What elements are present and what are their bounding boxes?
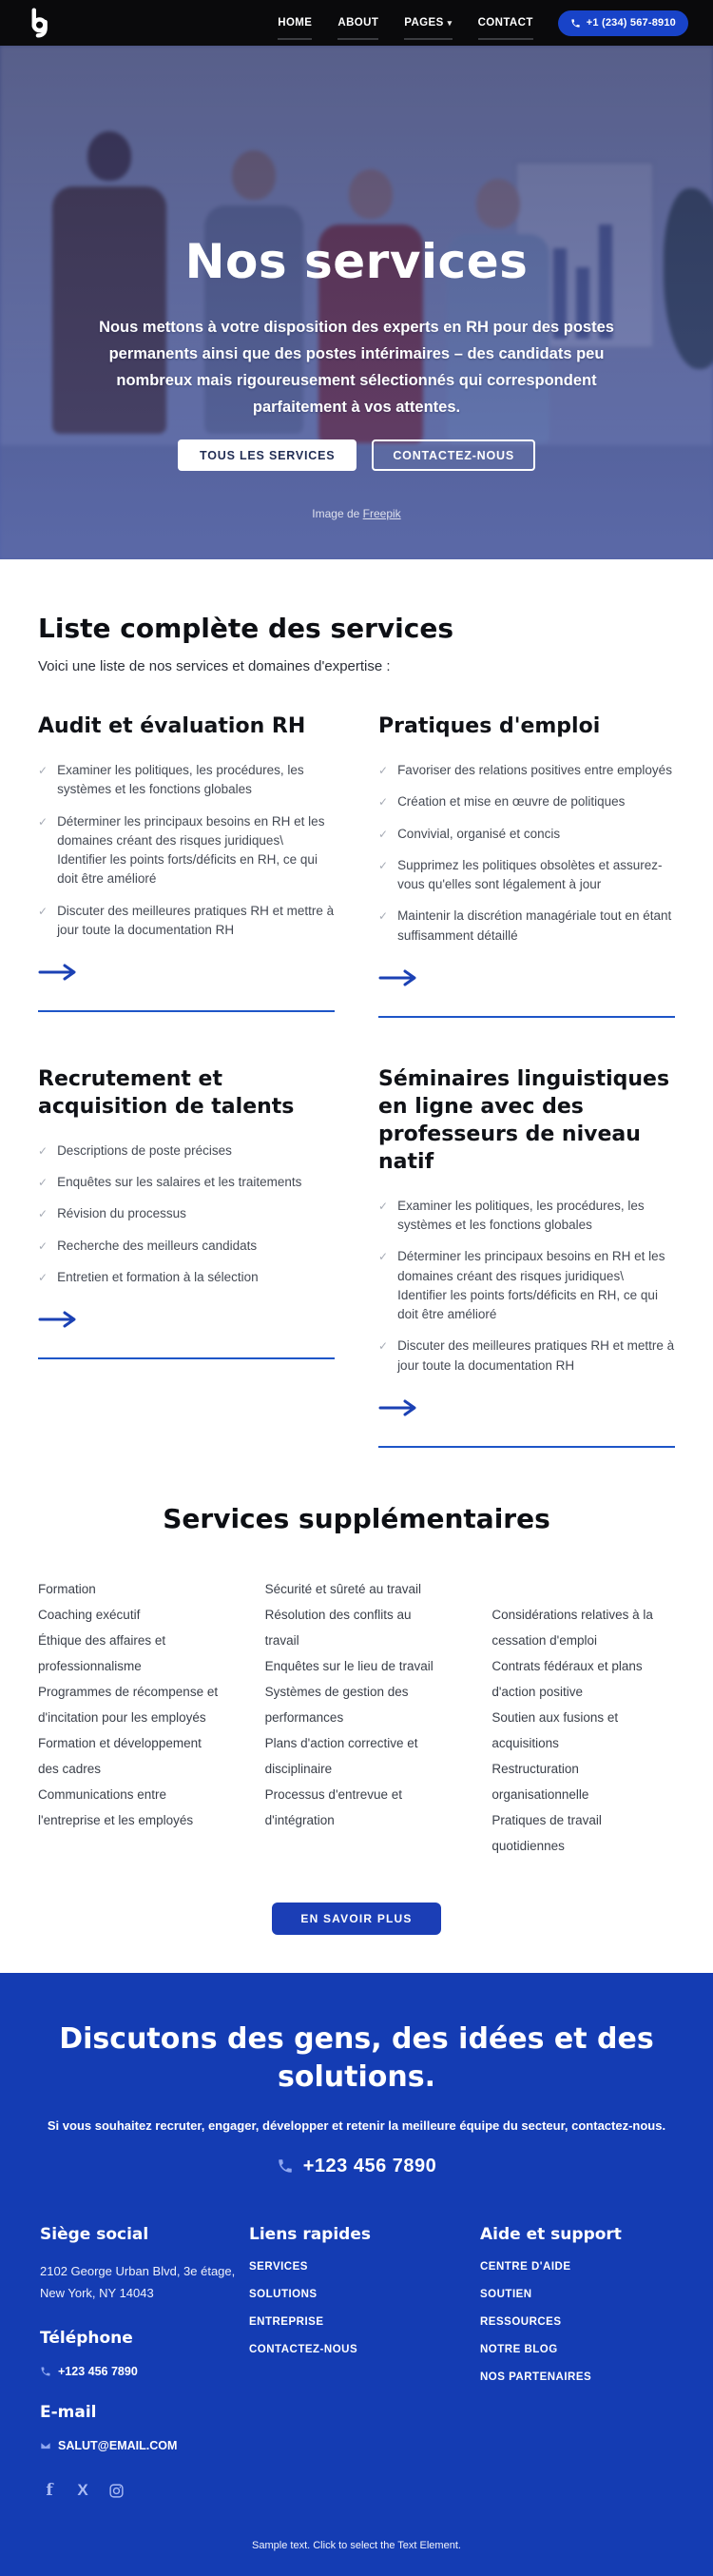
services-list-section: [0, 559, 713, 1448]
list-item: [38, 1268, 335, 1287]
list-item-text: Favoriser des relations positives entre employés: [397, 763, 672, 778]
service-card-title: Audit et évaluation RH: [38, 714, 306, 738]
additional-services-section: [0, 1448, 713, 1973]
additional-item: Formation et développement des cadres: [38, 1735, 202, 1776]
nav-links: [278, 13, 533, 32]
footer-link-ressources[interactable]: RESSOURCES: [480, 2315, 562, 2328]
service-card-seminars: [378, 1065, 675, 1448]
list-item-text: Examiner les politiques, les procédures, les systèmes et les fonctions globales: [397, 1198, 645, 1233]
list-item-text: Convivial, organisé et concis: [397, 826, 561, 841]
phone-title: Téléphone: [40, 2329, 133, 2349]
additional-column-3: [491, 1602, 675, 1859]
additional-item: Considérations relatives à la cessation d'emploi: [491, 1607, 653, 1648]
additional-item: Processus d'entrevue et d'intégration: [264, 1786, 403, 1827]
additional-item: Contrats fédéraux et plans d'action positive: [491, 1658, 643, 1699]
phone-icon: [40, 2366, 51, 2377]
list-item-text: Examiner les politiques, les procédures, les systèmes et les fonctions globales: [57, 763, 304, 797]
check-icon: ✓: [38, 764, 48, 778]
nav-link-home[interactable]: HOME: [278, 13, 312, 32]
additional-item: Pratiques de travail quotidiennes: [491, 1812, 602, 1853]
service-card-title: Pratiques d'emploi: [378, 714, 601, 738]
card-arrow-link[interactable]: [378, 968, 422, 987]
nav-link-contact[interactable]: CONTACT: [478, 13, 533, 32]
phone-icon: [570, 18, 581, 29]
list-item-text: Recherche des meilleurs candidats: [57, 1238, 258, 1253]
footer-link-contactez-nous[interactable]: CONTACTEZ-NOUS: [249, 2343, 358, 2355]
brand-logo[interactable]: [25, 7, 55, 39]
office-address-line2: New York, NY 14043: [40, 2285, 154, 2300]
check-icon: ✓: [378, 1199, 389, 1213]
list-item-text: Entretien et formation à la sélection: [57, 1269, 259, 1284]
check-icon: ✓: [378, 909, 389, 924]
office-address-line1: 2102 George Urban Blvd, 3e étage,: [40, 2263, 236, 2278]
footer-column-quick-links: [249, 2225, 480, 2453]
footer-section: [0, 1973, 713, 2576]
service-card-list: [378, 1197, 675, 1376]
hero-title: Nos services: [184, 234, 529, 289]
check-icon: ✓: [378, 1250, 389, 1264]
service-card-audit: [38, 712, 335, 1012]
service-card-title: Recrutement et acquisition de talents: [38, 1066, 295, 1119]
check-icon: ✓: [38, 904, 48, 918]
footer-link-centre-daide[interactable]: CENTRE D'AIDE: [480, 2260, 571, 2273]
additional-column-2: [265, 1576, 449, 1859]
additional-item: Résolution des conflits au travail: [264, 1607, 412, 1648]
additional-item: Restructuration organisationnelle: [491, 1761, 589, 1802]
services-list-title: Liste complète des services: [38, 613, 454, 644]
list-item: [378, 792, 675, 811]
card-arrow-link[interactable]: [38, 963, 82, 982]
list-item: [38, 1142, 335, 1161]
service-card-employment: [378, 712, 675, 1018]
list-item: [38, 1237, 335, 1256]
list-item-text: Discuter des meilleures pratiques RH et mettre à jour toute la documentation RH: [397, 1338, 675, 1373]
list-item: [378, 1197, 675, 1236]
check-icon: ✓: [378, 764, 389, 778]
footer-link-nos-partenaires[interactable]: NOS PARTENAIRES: [480, 2371, 592, 2383]
list-item-text: Supprimez les politiques obsolètes et assurez-vous qu'elles sont légalement à jour: [397, 857, 663, 892]
footer-link-solutions[interactable]: SOLUTIONS: [249, 2288, 318, 2300]
additional-services-title: Services supplémentaires: [163, 1502, 550, 1534]
check-icon: ✓: [38, 1207, 48, 1221]
list-item-text: Discuter des meilleures pratiques RH et mettre à jour toute la documentation RH: [57, 903, 335, 937]
learn-more-row: [38, 1903, 675, 1973]
list-item: [38, 1204, 335, 1223]
hero-buttons: [0, 439, 713, 471]
service-card-title: Séminaires linguistiques en ligne avec des professeurs de niveau natif: [378, 1066, 670, 1174]
list-item-text: Révision du processus: [57, 1206, 186, 1221]
additional-item: Coaching exécutif: [38, 1607, 141, 1622]
additional-column-1: [38, 1576, 222, 1859]
cta-subtitle: Si vous souhaitez recruter, engager, développer et retenir la meilleure équipe du secteur, contactez-nous.: [47, 2117, 666, 2133]
additional-item: Sécurité et sûreté au travail: [264, 1581, 421, 1596]
check-icon: ✓: [378, 1339, 389, 1354]
arrow-right-icon: [38, 1310, 82, 1329]
cta-phone-row: [0, 2156, 713, 2177]
envelope-icon: [40, 2440, 51, 2451]
footer-email-row: [40, 2439, 249, 2452]
check-icon: ✓: [38, 1270, 48, 1284]
check-icon: ✓: [378, 858, 389, 872]
check-icon: ✓: [378, 827, 389, 841]
arrow-right-icon: [38, 963, 82, 982]
nav-link-pages-label: PAGES: [404, 17, 444, 29]
nav-link-pages[interactable]: [404, 13, 452, 32]
image-credit: [0, 507, 713, 520]
check-icon: ✓: [38, 1239, 48, 1253]
service-card-list: [38, 1142, 335, 1287]
cta-phone-number[interactable]: +123 456 7890: [302, 2155, 437, 2176]
chevron-down-icon: ▾: [447, 17, 453, 28]
additional-item: Enquêtes sur le lieu de travail: [264, 1658, 434, 1673]
phone-icon: [277, 2157, 294, 2175]
support-title: Aide et support: [480, 2224, 622, 2244]
service-card-list: [378, 761, 675, 946]
additional-item: Communications entre l'entreprise et les employés: [38, 1786, 194, 1827]
hero-content: [0, 46, 713, 520]
facebook-icon[interactable]: f: [46, 2481, 53, 2501]
sample-text-element[interactable]: Sample text. Click to select the Text Element.: [252, 2540, 461, 2552]
footer-link-services[interactable]: SERVICES: [249, 2260, 308, 2273]
footer-column-support: [480, 2225, 673, 2453]
footer-phone-row: [40, 2365, 249, 2378]
additional-item: Soutien aux fusions et acquisitions: [491, 1709, 619, 1750]
check-icon: ✓: [38, 814, 48, 829]
check-icon: ✓: [378, 795, 389, 810]
additional-item: Programmes de récompense et d'incitation pour les employés: [38, 1684, 219, 1725]
list-item-text: Enquêtes sur les salaires et les traitements: [57, 1175, 302, 1190]
list-item: [38, 761, 335, 800]
list-item-text: Création et mise en œuvre de politiques: [397, 794, 626, 810]
nav-phone-number: +1 (234) 567-8910: [586, 17, 676, 29]
email-title: E-mail: [40, 2403, 97, 2423]
image-credit-prefix: Image de: [312, 507, 363, 521]
service-card-recruitment: [38, 1065, 335, 1359]
navbar: [0, 0, 713, 46]
learn-more-button[interactable]: EN SAVOIR PLUS: [272, 1903, 440, 1935]
service-card-list: [38, 761, 335, 940]
hero-section: [0, 46, 713, 559]
list-item: [38, 902, 335, 941]
nav-phone-button[interactable]: [558, 10, 688, 36]
quick-links-title: Liens rapides: [249, 2224, 371, 2244]
footer-link-notre-blog[interactable]: NOTRE BLOG: [480, 2343, 558, 2355]
additional-services-grid: [38, 1576, 675, 1859]
office-title: Siège social: [40, 2224, 149, 2244]
office-address: [40, 2261, 249, 2305]
footer-columns: [0, 2225, 713, 2453]
list-item-text: Déterminer les principaux besoins en RH et les domaines créant des risques juridiques\ Identifier les points forts/déficits en RH, ce qui doit être amélioré: [397, 1249, 665, 1322]
additional-item: Formation: [38, 1581, 96, 1596]
footer-email-address[interactable]: SALUT@EMAIL.COM: [58, 2439, 178, 2453]
contact-us-button[interactable]: CONTACTEZ-NOUS: [372, 439, 535, 471]
freepik-link[interactable]: Freepik: [362, 507, 401, 521]
list-item: [38, 812, 335, 889]
services-cards-grid: [38, 712, 675, 1448]
list-item-text: Descriptions de poste précises: [57, 1142, 232, 1158]
twitter-x-icon[interactable]: X: [77, 2481, 88, 2500]
nav-link-about[interactable]: ABOUT: [337, 13, 378, 32]
services-list-subtitle: Voici une liste de nos services et domaines d'expertise :: [38, 658, 391, 674]
list-item: [38, 1173, 335, 1192]
list-item: [378, 825, 675, 844]
check-icon: ✓: [38, 1143, 48, 1158]
additional-item: Systèmes de gestion des performances: [264, 1684, 409, 1725]
list-item: [378, 1247, 675, 1324]
card-arrow-link[interactable]: [38, 1310, 82, 1329]
instagram-icon[interactable]: [106, 2481, 125, 2500]
social-links: [0, 2481, 713, 2500]
footer-link-soutien[interactable]: SOUTIEN: [480, 2288, 532, 2300]
list-item: [378, 856, 675, 895]
additional-item: Plans d'action corrective et disciplinaire: [264, 1735, 418, 1776]
check-icon: ✓: [38, 1176, 48, 1190]
all-services-button[interactable]: TOUS LES SERVICES: [178, 439, 356, 471]
footer-link-entreprise[interactable]: ENTREPRISE: [249, 2315, 324, 2328]
list-item: [378, 1337, 675, 1376]
cta-title: Discutons des gens, des idées et des solutions.: [59, 2021, 654, 2095]
hero-description: Nous mettons à votre disposition des experts en RH pour des postes permanents ainsi que des postes intérimaires – des candidats peu nombreux mais rigoureusement sélectionnés qui correspondent parfaitement à vos attentes.: [99, 319, 614, 417]
arrow-right-icon: [378, 968, 422, 987]
brand-logo-icon: [25, 8, 55, 38]
list-item: [378, 761, 675, 780]
list-item-text: Maintenir la discrétion managériale tout en étant suffisamment détaillé: [397, 908, 672, 943]
list-item-text: Déterminer les principaux besoins en RH et les domaines créant des risques juridiques\ Identifier les points forts/déficits en RH, ce qui doit être amélioré: [57, 813, 325, 887]
additional-item: Éthique des affaires et professionnalisme: [38, 1632, 166, 1673]
footer-phone-number[interactable]: +123 456 7890: [58, 2365, 138, 2379]
arrow-right-icon: [378, 1398, 422, 1417]
card-arrow-link[interactable]: [378, 1398, 422, 1417]
footer-column-office: [40, 2225, 249, 2453]
list-item: [378, 907, 675, 946]
